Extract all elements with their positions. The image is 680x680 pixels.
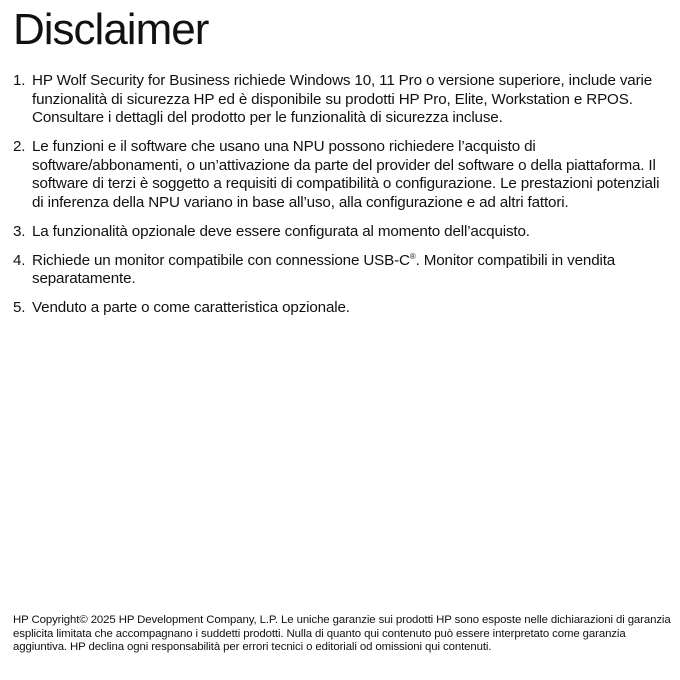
item-text-start: Richiede un monitor compatibile con connessione USB-C [32,251,410,269]
disclaimer-item-5 [13,299,673,318]
item-number: 1. [13,72,26,89]
copyright-footer: HP Copyright© 2025 HP Development Company, L.P. Le uniche garanzie sui prodotti HP sono esposte nelle dichiarazioni di garanzia esplicita limitata che accompagnano i suddetti prodotti. Nulla di quanto qui contenuto può essere interpretato come garanzia aggiuntiva. HP declina ogni responsabilità per errori tecnici o editoriali od omissioni qui contenuti. [13,614,671,654]
item-text [32,252,673,289]
disclaimer-item-3 [13,223,673,242]
item-number: 4. [13,251,26,269]
item-number: 3. [13,222,26,240]
item-text: Venduto a parte o come caratteristica opzionale. [32,299,350,316]
page-title: Disclaimer [13,5,209,54]
item-text: Le funzioni e il software che usano una NPU possono richiedere l’acquisto di software/abbonamenti, o un’attivazione da parte del provider del software o della piattaforma. Il software di terzi è soggetto a requisiti di compatibilità o configurazione. Le prestazioni potenziali di inferenza della NPU variano in base all’uso, alla configurazione e ad altri fattori. [32,138,660,211]
disclaimer-item-2 [13,138,673,212]
registered-mark: ® [409,251,416,261]
disclaimer-list [13,72,673,328]
item-number: 5. [13,299,26,316]
item-text: La funzionalità opzionale deve essere configurata al momento dell’acquisto. [32,222,530,240]
item-number: 2. [13,138,26,155]
disclaimer-item-1 [13,72,673,128]
item-text-end: . Monitor compatibili in vendita separatamente. [32,251,616,287]
item-text: HP Wolf Security for Business richiede Windows 10, 11 Pro o versione superiore, include varie funzionalità di sicurezza HP ed è disponibile su prodotti HP Pro, Elite, Workstation e RPOS. Consultare i dettagli del prodotto per le funzionalità di sicurezza incluse. [32,72,653,126]
disclaimer-item-4 [13,252,673,289]
